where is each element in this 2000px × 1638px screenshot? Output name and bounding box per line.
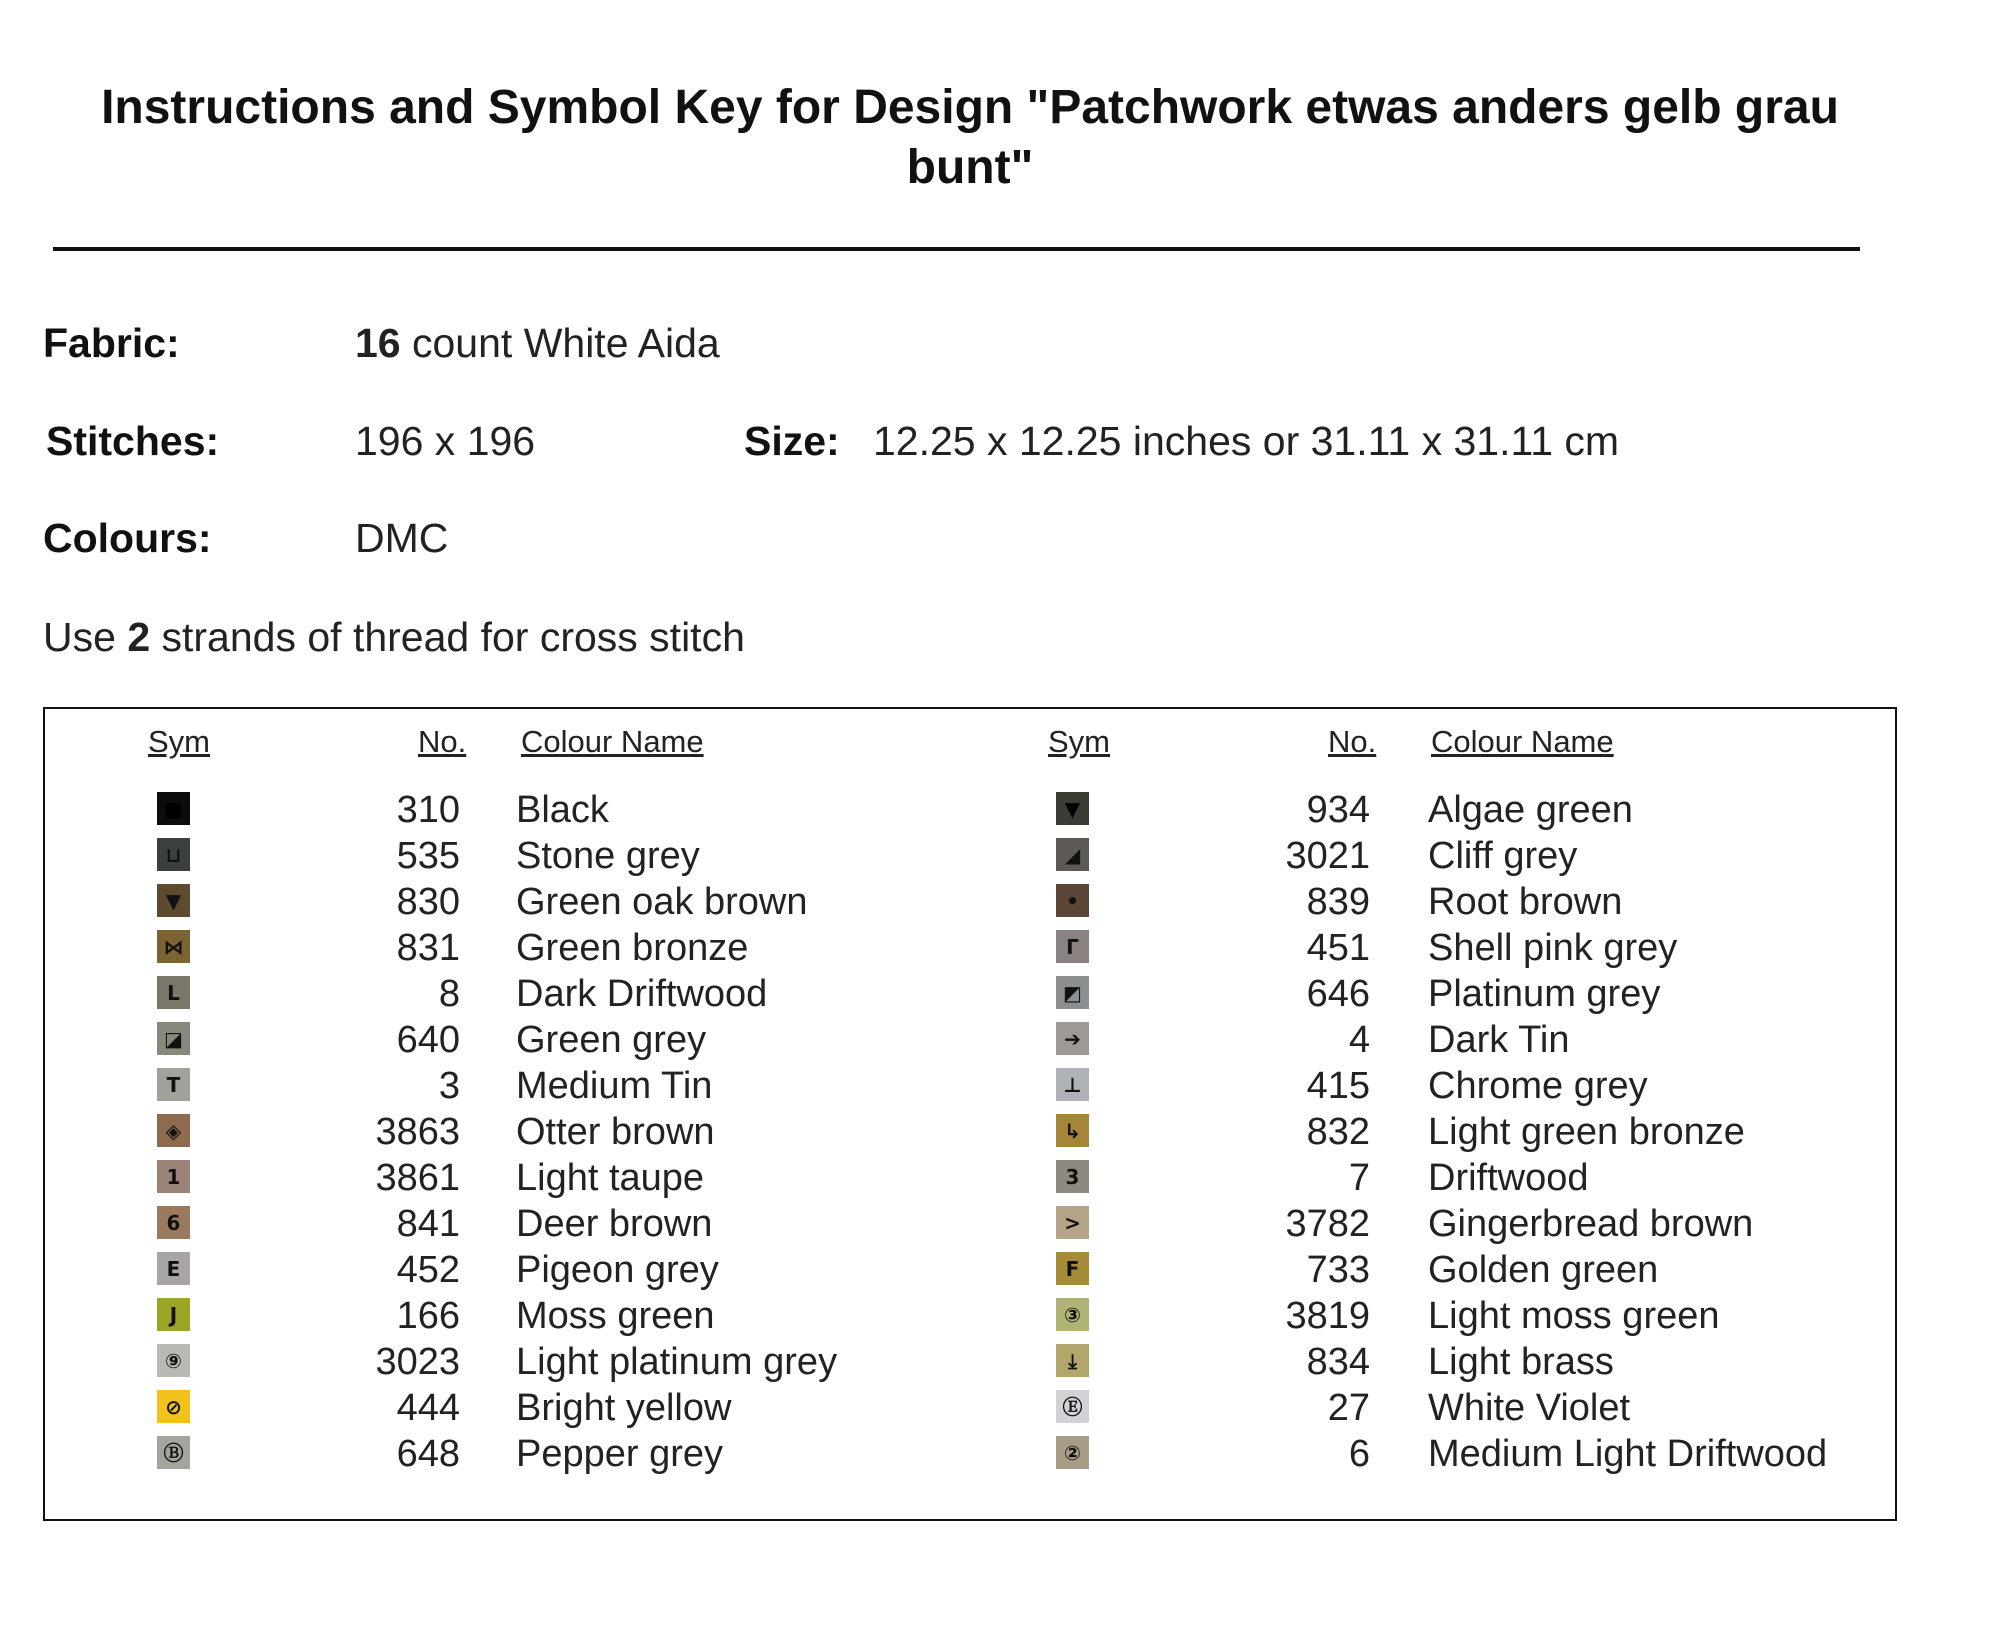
fabric-count: 16: [355, 320, 401, 366]
colour-name: Bright yellow: [516, 1387, 732, 1429]
key-row: [45, 971, 1895, 1017]
dmc-number: 7: [1348, 1157, 1370, 1199]
key-row: [45, 879, 1895, 925]
colour-name: Root brown: [1428, 881, 1623, 923]
down-triangle-icon: ▼: [1056, 792, 1089, 825]
colour-name: Shell pink grey: [1428, 927, 1678, 969]
dmc-number: 839: [1306, 881, 1370, 923]
bowtie-icon: ⋈: [157, 930, 190, 963]
dmc-number: 444: [396, 1387, 460, 1429]
colour-name: Medium Light Driftwood: [1428, 1433, 1828, 1475]
slashed-circle-icon: ⊘: [157, 1390, 190, 1423]
key-row: [45, 1385, 1895, 1431]
key-row: [45, 1017, 1895, 1063]
dmc-number: 733: [1306, 1249, 1370, 1291]
colour-name: Chrome grey: [1428, 1065, 1648, 1107]
dmc-number: 415: [1306, 1065, 1370, 1107]
colour-name: Light moss green: [1428, 1295, 1720, 1337]
strands-count: 2: [127, 614, 151, 660]
key-row: [45, 1431, 1895, 1477]
colour-name: Deer brown: [516, 1203, 713, 1245]
stitches-value: 196 x 196: [355, 418, 536, 464]
dmc-number: 834: [1306, 1341, 1370, 1383]
page-title: Instructions and Symbol Key for Design "Patchwork etwas anders gelb grau bunt": [101, 81, 1839, 194]
circled-e-icon: Ⓔ: [1056, 1390, 1089, 1423]
dmc-number: 3: [438, 1065, 460, 1107]
dmc-number: 3861: [375, 1157, 460, 1199]
boxed-arrow-down-icon: ⤓: [1056, 1344, 1089, 1377]
title-divider: [53, 247, 1860, 251]
dmc-number: 3023: [375, 1341, 460, 1383]
colour-name: Medium Tin: [516, 1065, 713, 1107]
dmc-number: 831: [396, 927, 460, 969]
dmc-number: 830: [396, 881, 460, 923]
boxed-three-icon: ③: [1056, 1298, 1089, 1331]
colour-name: Pigeon grey: [516, 1249, 719, 1291]
boxed-two-icon: ②: [1056, 1436, 1089, 1469]
strands-suffix: strands of thread for cross stitch: [150, 614, 745, 660]
letter-j-icon: J: [157, 1298, 190, 1331]
dmc-number: 934: [1306, 789, 1370, 831]
key-row: [45, 1293, 1895, 1339]
dmc-number: 8: [438, 973, 460, 1015]
dmc-number: 6: [1348, 1433, 1370, 1475]
letter-e-icon: E: [157, 1252, 190, 1285]
corner-gamma-icon: Γ: [1056, 930, 1089, 963]
small-dot-icon: •: [1056, 884, 1089, 917]
colour-name: Dark Driftwood: [516, 973, 768, 1015]
header-no-left: No.: [418, 724, 467, 759]
key-row: [45, 1109, 1895, 1155]
dmc-number: 646: [1306, 973, 1370, 1015]
corner-l-icon: L: [157, 976, 190, 1009]
colour-name: White Violet: [1428, 1387, 1631, 1429]
stitches-label: Stitches:: [46, 418, 220, 464]
corner-triangle-icon: ◢: [1056, 838, 1089, 871]
letter-t-icon: T: [157, 1068, 190, 1101]
strands-prefix: Use: [43, 614, 128, 660]
greater-than-icon: >: [1056, 1206, 1089, 1239]
fabric-description: count White Aida: [400, 320, 720, 366]
header-colour-name-left: Colour Name: [521, 724, 704, 759]
diamond-pattern-icon: ◈: [157, 1114, 190, 1147]
key-row: [45, 833, 1895, 879]
key-row: [45, 1201, 1895, 1247]
key-row: [45, 1063, 1895, 1109]
cup-shape-icon: ⊔: [157, 838, 190, 871]
colour-name: Platinum grey: [1428, 973, 1661, 1015]
dmc-number: 166: [396, 1295, 460, 1337]
key-row: [45, 1339, 1895, 1385]
header-sym-right: Sym: [1048, 724, 1110, 759]
up-tack-icon: ⊥: [1056, 1068, 1089, 1101]
half-square-icon: ◪: [157, 1022, 190, 1055]
colour-name: Light green bronze: [1428, 1111, 1745, 1153]
dmc-number: 3819: [1285, 1295, 1370, 1337]
colours-value: DMC: [355, 515, 449, 561]
colour-name: Otter brown: [516, 1111, 715, 1153]
dmc-number: 3021: [1285, 835, 1370, 877]
half-square-icon: ◩: [1056, 976, 1089, 1009]
colour-name: Green grey: [516, 1019, 707, 1061]
header-no-right: No.: [1328, 724, 1377, 759]
dmc-number: 640: [396, 1019, 460, 1061]
dmc-number: 832: [1306, 1111, 1370, 1153]
letter-f-icon: F: [1056, 1252, 1089, 1285]
key-row: [45, 1247, 1895, 1293]
dmc-number: 648: [396, 1433, 460, 1475]
header-sym-left: Sym: [148, 724, 210, 759]
number-six-icon: 6: [157, 1206, 190, 1239]
key-row: [45, 925, 1895, 971]
size-value: 12.25 x 12.25 inches or 31.11 x 31.11 cm: [873, 418, 1620, 464]
dmc-number: 3863: [375, 1111, 460, 1153]
colour-name: Driftwood: [1428, 1157, 1589, 1199]
dmc-number: 452: [396, 1249, 460, 1291]
size-label: Size:: [744, 418, 840, 464]
colour-name: Golden green: [1428, 1249, 1659, 1291]
fabric-value: [355, 318, 720, 368]
colour-name: Light brass: [1428, 1341, 1614, 1383]
boxed-nine-icon: ⑨: [157, 1344, 190, 1377]
strands-instruction: [43, 612, 745, 662]
colour-name: Pepper grey: [516, 1433, 724, 1475]
dmc-number: 3782: [1285, 1203, 1370, 1245]
symbol-key-table: [43, 707, 1897, 1521]
filled-square-icon: ■: [157, 792, 190, 825]
number-three-icon: 3: [1056, 1160, 1089, 1193]
colour-name: Stone grey: [516, 835, 700, 877]
key-row: [45, 1155, 1895, 1201]
header-colour-name-right: Colour Name: [1431, 724, 1614, 759]
colour-name: Black: [516, 789, 609, 831]
dmc-number: 27: [1327, 1387, 1370, 1429]
dmc-number: 535: [396, 835, 460, 877]
arrow-right-icon: ➔: [1056, 1022, 1089, 1055]
circled-b-icon: Ⓑ: [157, 1436, 190, 1469]
dmc-number: 841: [396, 1203, 460, 1245]
colour-name: Light platinum grey: [516, 1341, 838, 1383]
curved-shape-icon: ↳: [1056, 1114, 1089, 1147]
colour-name: Dark Tin: [1428, 1019, 1570, 1061]
dmc-number: 451: [1306, 927, 1370, 969]
colour-name: Algae green: [1428, 789, 1633, 831]
dmc-number: 310: [396, 789, 460, 831]
colour-name: Cliff grey: [1428, 835, 1578, 877]
colour-name: Gingerbread brown: [1428, 1203, 1754, 1245]
colour-name: Green oak brown: [516, 881, 808, 923]
colour-name: Green bronze: [516, 927, 749, 969]
key-row: [45, 787, 1895, 833]
fabric-label: Fabric:: [43, 320, 180, 366]
number-one-icon: 1: [157, 1160, 190, 1193]
down-triangle-icon: ▼: [157, 884, 190, 917]
colour-name: Moss green: [516, 1295, 715, 1337]
colours-label: Colours:: [43, 515, 212, 561]
dmc-number: 4: [1348, 1019, 1370, 1061]
colour-name: Light taupe: [516, 1157, 705, 1199]
